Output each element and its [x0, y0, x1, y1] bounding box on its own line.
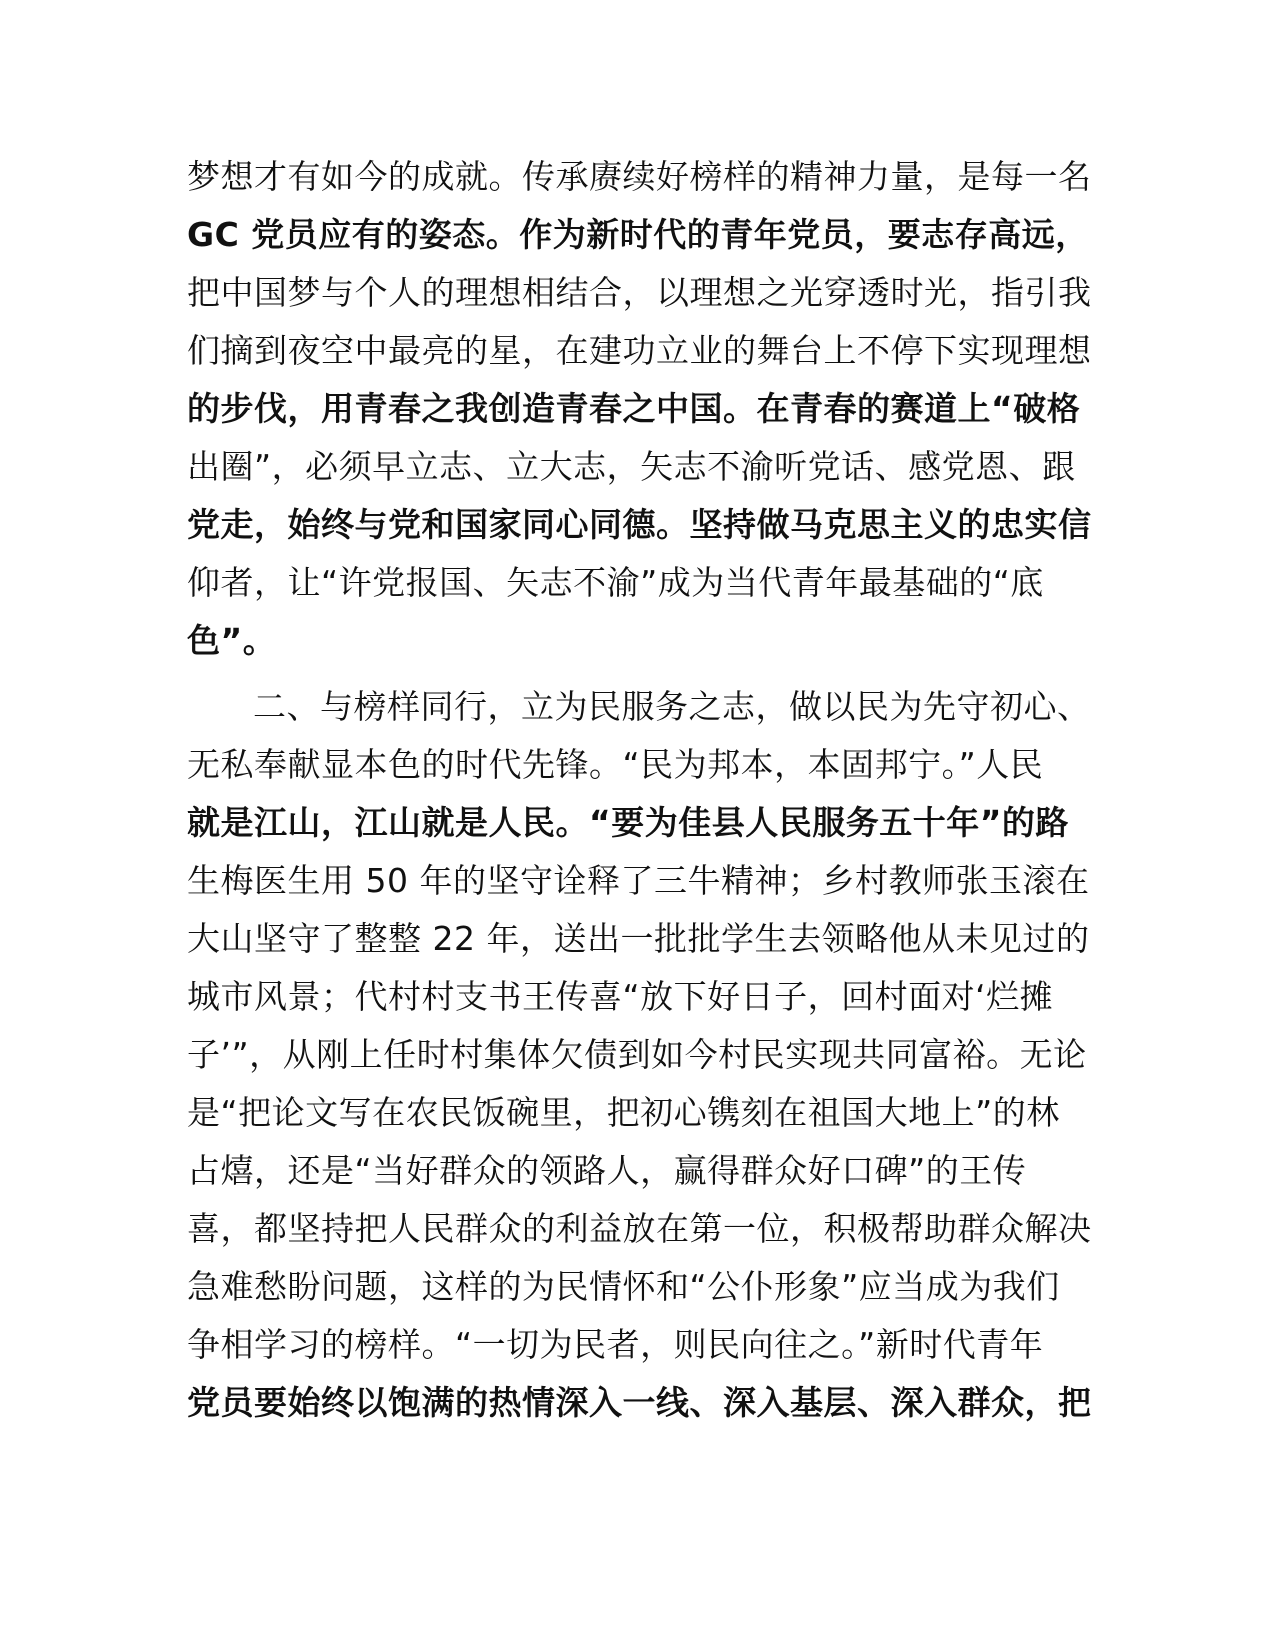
paragraph-2-line: 占熺，还是“当好群众的领路人，赢得群众好口碑”的王传	[187, 1151, 1027, 1190]
paragraph-1	[187, 148, 1097, 670]
paragraph-2-line: 无私奉献显本色的时代先锋。“民为邦本，本固邦宁。”人民	[187, 745, 1044, 784]
paragraph-2-line: 城市风景；代村村支书王传喜“放下好日子，回村面对‘烂摊	[187, 977, 1054, 1016]
paragraph-2-line: 大山坚守了整整 22 年，送出一批批学生去领略他从未见过的	[187, 919, 1090, 958]
paragraph-1-line: 们摘到夜空中最亮的星，在建功立业的舞台上不停下实现理想	[187, 331, 1092, 370]
paragraph-1-line: GC 党员应有的姿态。作为新时代的青年党员，要志存高远，	[187, 215, 1089, 254]
paragraph-1-line: 出圈”，必须早立志、立大志，矢志不渝听党话、感党恩、跟	[187, 447, 1076, 486]
paragraph-2-line: 二、与榜样同行，立为民服务之志，做以民为先守初心、	[253, 687, 1091, 726]
paragraph-2-line: 喜，都坚持把人民群众的利益放在第一位，积极帮助群众解决	[187, 1209, 1092, 1248]
paragraph-1-line: 梦想才有如今的成就。传承赓续好榜样的精神力量，是每一名	[187, 157, 1092, 196]
paragraph-2-line: 争相学习的榜样。“一切为民者，则民向往之。”新时代青年	[187, 1325, 1044, 1364]
paragraph-1-line: 仰者，让“许党报国、矢志不渝”成为当代青年最基础的“底	[187, 563, 1044, 602]
paragraph-2-line: 是“把论文写在农民饭碗里，把初心镌刻在祖国大地上”的林	[187, 1093, 1060, 1132]
paragraph-2	[187, 678, 1097, 1432]
paragraph-2-line: 党员要始终以饱满的热情深入一线、深入基层、深入群众，把	[187, 1383, 1092, 1422]
paragraph-1-line: 党走，始终与党和国家同心同德。坚持做马克思主义的忠实信	[187, 505, 1092, 544]
paragraph-1-line: 的步伐，用青春之我创造青春之中国。在青春的赛道上“破格	[187, 389, 1081, 428]
paragraph-2-line: 生梅医生用 50 年的坚守诠释了三牛精神；乡村教师张玉滚在	[187, 861, 1090, 900]
paragraph-2-line: 就是江山，江山就是人民。“要为佳县人民服务五十年”的路	[187, 803, 1069, 842]
paragraph-2-line: 急难愁盼问题，这样的为民情怀和“公仆形象”应当成为我们	[187, 1267, 1060, 1306]
paragraph-2-line: 子’”，从刚上任时村集体欠债到如今村民实现共同富裕。无论	[187, 1035, 1087, 1074]
paragraph-1-line: 色”。	[187, 621, 277, 660]
paragraph-1-line: 把中国梦与个人的理想相结合，以理想之光穿透时光，指引我	[187, 273, 1092, 312]
